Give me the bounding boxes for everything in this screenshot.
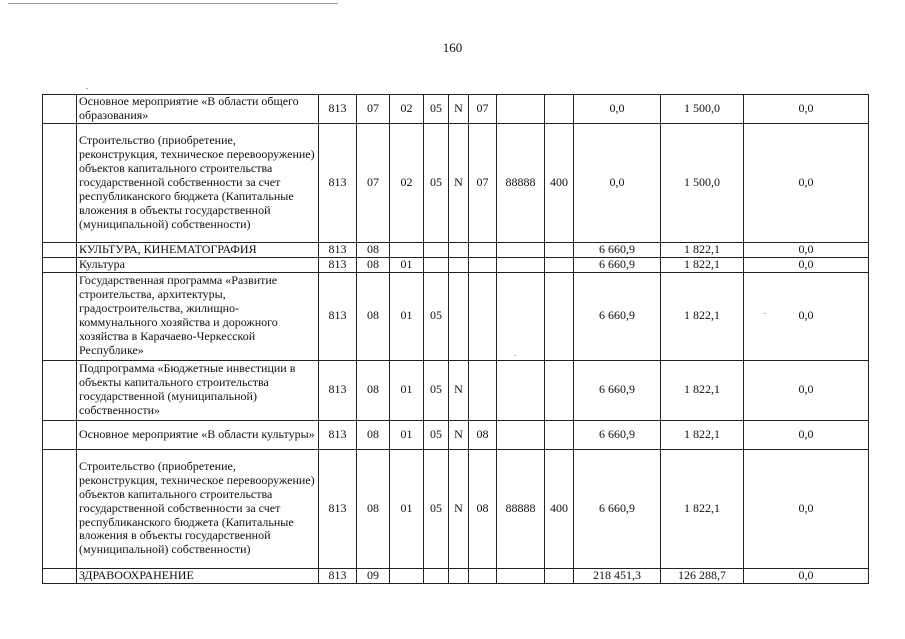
code-grbs: 813 [319,95,357,124]
code-subprogram: N [449,95,469,124]
row-name: Строительство (приобретение, реконструкция, техническое перевооружение) объектов капитального строительства государственной собственности за счет республиканского бюджета (Капитальные вложения в объекты государственной (муниципальной) собственности) [77,123,319,242]
code-grbs: 813 [319,272,357,360]
row-name: Государственная программа «Развитие строительства, архитектуры, градостроительства, жилищно-коммунального хозяйства и дорожного хозяйства в Карачаево-Черкесской Республике» [77,272,319,360]
row-gutter [43,257,77,272]
code-direction [497,242,545,257]
amount-year-2: 1 500,0 [661,95,744,124]
code-section: 07 [357,123,390,242]
row-gutter [43,568,77,583]
table-row [43,242,869,257]
row-gutter [43,123,77,242]
code-direction: 88888 [497,449,545,568]
amount-year-2: 1 822,1 [661,360,744,420]
amount-year-2: 1 822,1 [661,449,744,568]
amount-year-3: 0,0 [744,272,869,360]
code-grbs: 813 [319,242,357,257]
code-section: 09 [357,568,390,583]
amount-year-1: 6 660,9 [574,420,661,449]
code-direction [497,360,545,420]
amount-year-2: 1 500,0 [661,123,744,242]
amount-year-3: 0,0 [744,360,869,420]
amount-year-3: 0,0 [744,449,869,568]
code-section: 08 [357,257,390,272]
code-subsection: 01 [390,420,424,449]
amount-year-3: 0,0 [744,95,869,124]
code-event [469,360,497,420]
amount-year-1: 218 451,3 [574,568,661,583]
code-subsection: 01 [390,257,424,272]
code-program: 05 [424,123,449,242]
amount-year-3: 0,0 [744,257,869,272]
table-row [43,449,869,568]
code-subsection: 01 [390,360,424,420]
scan-speck [764,313,766,314]
code-subprogram [449,272,469,360]
row-gutter [43,242,77,257]
code-event [469,568,497,583]
code-expense-type [545,360,574,420]
table-row [43,257,869,272]
table-row [43,360,869,420]
amount-year-1: 6 660,9 [574,449,661,568]
code-direction [497,257,545,272]
code-section: 08 [357,449,390,568]
code-grbs: 813 [319,420,357,449]
amount-year-1: 6 660,9 [574,242,661,257]
amount-year-3: 0,0 [744,420,869,449]
code-grbs: 813 [319,123,357,242]
code-program: 05 [424,272,449,360]
code-expense-type: 400 [545,123,574,242]
table-body [43,95,869,584]
code-direction [497,420,545,449]
table-row [43,123,869,242]
code-section: 08 [357,360,390,420]
code-subsection: 02 [390,95,424,124]
code-subprogram: N [449,360,469,420]
amount-year-2: 1 822,1 [661,257,744,272]
amount-year-1: 0,0 [574,123,661,242]
table-row [43,568,869,583]
code-direction [497,95,545,124]
amount-year-3: 0,0 [744,568,869,583]
code-event: 08 [469,420,497,449]
row-gutter [43,420,77,449]
code-direction: 88888 [497,123,545,242]
scan-speck [86,88,88,89]
row-gutter [43,449,77,568]
amount-year-1: 6 660,9 [574,360,661,420]
scan-top-line [8,3,338,4]
code-program: 05 [424,449,449,568]
code-program [424,242,449,257]
scan-speck [514,355,516,356]
amount-year-2: 1 822,1 [661,272,744,360]
code-program [424,568,449,583]
code-subsection [390,568,424,583]
code-grbs: 813 [319,360,357,420]
code-event: 07 [469,95,497,124]
amount-year-1: 0,0 [574,95,661,124]
code-subsection: 01 [390,449,424,568]
code-grbs: 813 [319,449,357,568]
code-direction [497,568,545,583]
amount-year-2: 1 822,1 [661,420,744,449]
code-expense-type [545,568,574,583]
code-section: 08 [357,420,390,449]
code-expense-type [545,420,574,449]
code-grbs: 813 [319,568,357,583]
code-subprogram [449,568,469,583]
code-event [469,257,497,272]
code-section: 08 [357,272,390,360]
row-gutter [43,272,77,360]
amount-year-1: 6 660,9 [574,272,661,360]
row-name: Основное мероприятие «В области общего образования» [77,95,319,124]
code-event: 08 [469,449,497,568]
code-expense-type: 400 [545,449,574,568]
code-subprogram: N [449,420,469,449]
code-expense-type [545,242,574,257]
code-program: 05 [424,420,449,449]
code-subsection: 02 [390,123,424,242]
table-row [43,95,869,124]
row-gutter [43,360,77,420]
code-event [469,272,497,360]
amount-year-1: 6 660,9 [574,257,661,272]
table-row [43,420,869,449]
row-gutter [43,95,77,124]
row-name: Подпрограмма «Бюджетные инвестиции в объекты капитального строительства государственной (муниципальной) собственности» [77,360,319,420]
code-expense-type [545,257,574,272]
page-number: 160 [442,40,463,55]
amount-year-2: 1 822,1 [661,242,744,257]
amount-year-3: 0,0 [744,242,869,257]
budget-table [42,94,869,584]
row-name: Основное мероприятие «В области культуры» [77,420,319,449]
code-direction [497,272,545,360]
code-program: 05 [424,360,449,420]
amount-year-2: 126 288,7 [661,568,744,583]
row-name: ЗДРАВООХРАНЕНИЕ [77,568,319,583]
code-subsection [390,242,424,257]
code-expense-type [545,272,574,360]
amount-year-3: 0,0 [744,123,869,242]
row-name: КУЛЬТУРА, КИНЕМАТОГРАФИЯ [77,242,319,257]
code-program [424,257,449,272]
code-section: 08 [357,242,390,257]
code-subprogram: N [449,123,469,242]
code-grbs: 813 [319,257,357,272]
code-subprogram [449,257,469,272]
code-subprogram: N [449,449,469,568]
code-subprogram [449,242,469,257]
code-event: 07 [469,123,497,242]
row-name: Культура [77,257,319,272]
code-program: 05 [424,95,449,124]
code-subsection: 01 [390,272,424,360]
code-expense-type [545,95,574,124]
code-event [469,242,497,257]
table-row [43,272,869,360]
code-section: 07 [357,95,390,124]
row-name: Строительство (приобретение, реконструкция, техническое перевооружение) объектов капитального строительства государственной собственности за счет республиканского бюджета (Капитальные вложения в объекты государственной (муниципальной) собственности) [77,449,319,568]
